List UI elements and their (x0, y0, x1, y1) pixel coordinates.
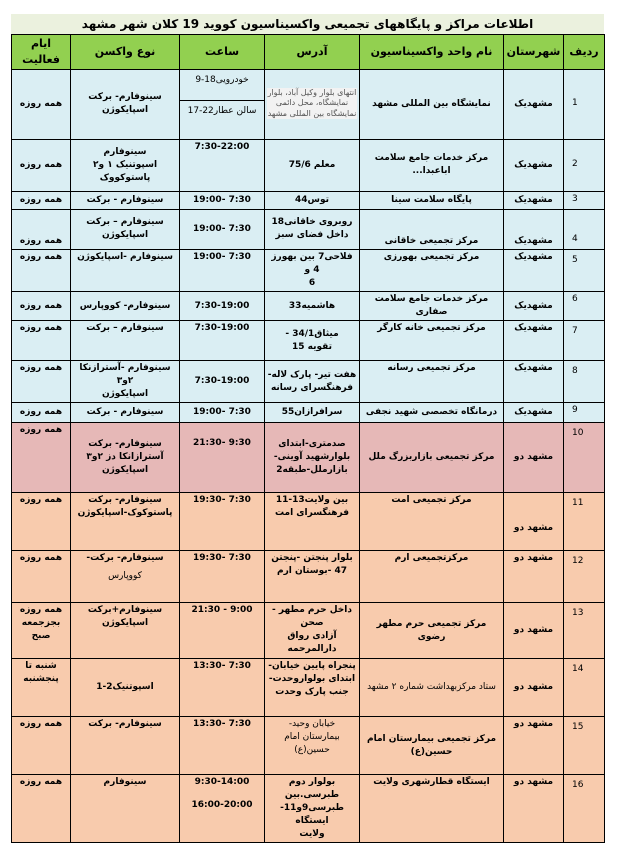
days-line: بجزجمعه (21, 618, 61, 629)
address-line: خیابان وحید- (288, 719, 336, 730)
hours-cell: 7:30-19:00 (180, 292, 265, 321)
row-number: 2 (564, 139, 605, 191)
days-cell: همه روزه (12, 249, 71, 291)
vaccine-cell (71, 603, 180, 659)
table-row (12, 403, 605, 423)
address-line: جنب پارک وحدت (275, 687, 349, 698)
address-line: حسین(ع) (294, 745, 330, 756)
vaccine-cell: سینوفارم - برکت (71, 403, 180, 423)
days-cell: همه روزه (12, 321, 71, 361)
vaccine-line: سینوفارم- برکت (88, 92, 162, 103)
center-line: مرکز تجمیعی بیمارستان امام (366, 733, 497, 744)
address-cell (265, 423, 360, 493)
address-line: فرهنگسرای امت (274, 508, 350, 519)
address-cell (265, 603, 360, 659)
address-line: روبروی خاقانی18 (271, 217, 353, 228)
table-row (12, 321, 605, 361)
address-cell (265, 321, 360, 361)
vaccine-line: سینوفارم+برکت (87, 605, 163, 616)
center-name-cell: ایستگاه قطارشهری ولایت (360, 775, 504, 843)
row-number: 4 (564, 209, 605, 249)
row-number: 13 (564, 603, 605, 659)
table-row (12, 209, 605, 249)
table-row (12, 423, 605, 493)
table-row (12, 139, 605, 191)
days-cell: همه روزه (12, 209, 71, 249)
address-line: بلوار پنجتن -پنجتن (271, 553, 353, 564)
row-number: 6 (564, 292, 605, 321)
header-hours: ساعت (180, 35, 265, 70)
vaccine-line: اسپایکوژن (101, 389, 149, 400)
center-name-cell (360, 139, 504, 191)
vaccine-line: اسپایکوژن (101, 618, 149, 629)
vaccine-cell (71, 361, 180, 403)
vaccine-cell (71, 139, 180, 191)
row-number: 5 (564, 249, 605, 291)
days-line: صبح (31, 631, 51, 642)
county-cell: مشهد دو (504, 423, 564, 493)
vaccine-cell (71, 423, 180, 493)
address-cell (265, 209, 360, 249)
vaccine-line: آسترازانکا دز ۲و۳ (86, 452, 164, 463)
table-row (12, 717, 605, 775)
center-line: حسین(ع) (410, 746, 453, 757)
county-cell: مشهدیک (504, 403, 564, 423)
address-line: تقویه 15 (291, 341, 332, 352)
center-name-cell (360, 717, 504, 775)
days-cell: همه روزه (12, 69, 71, 139)
table-row (12, 659, 605, 717)
hours-hall: سالن عطار22-17 (180, 100, 264, 139)
address-line: بازارملل-طبقه2 (276, 465, 348, 476)
center-name-cell: مرکز خدمات جامع سلامت صفاری (360, 292, 504, 321)
hours-cell: 9:30 -21:30 (180, 423, 265, 493)
address-cell: معلم 75/6 (265, 139, 360, 191)
row-number: 1 (564, 69, 605, 139)
days-cell: همه روزه (12, 717, 71, 775)
days-cell: همه روزه (12, 139, 71, 191)
vaccination-centers-sheet (11, 14, 604, 843)
county-cell: مشهدیک (504, 292, 564, 321)
row-number: 14 (564, 659, 605, 717)
vaccine-cell (71, 69, 180, 139)
address-line: آزادی رواق دارالمرحمه (287, 631, 337, 655)
vaccine-cell: اسپوتنیک2-1 (71, 659, 180, 717)
vaccine-cell: سینوفارم- کووپارس (71, 292, 180, 321)
address-cell (265, 361, 360, 403)
address-line: فرهنگسرای رسانه (270, 382, 354, 393)
table-row (12, 191, 605, 209)
vaccine-line: اسپوتنیک ۱ و۲ (92, 159, 158, 170)
address-line: بیمارستان امام (284, 732, 340, 743)
address-line: بین ولایت13-11 (275, 495, 349, 506)
address-cell: هاشمیه33 (265, 292, 360, 321)
address-cell (265, 69, 360, 139)
address-cell (265, 659, 360, 717)
header-center-name: نام واحد واکسیناسیون (360, 35, 504, 70)
vaccine-line: پاستوکوک-اسپایکوژن (77, 508, 173, 519)
address-line: صحن (300, 618, 324, 629)
center-name-cell: نمایشگاه بین المللی مشهد (360, 69, 504, 139)
vaccine-cell: سینوفارم (71, 775, 180, 843)
header-row (12, 35, 605, 70)
center-name-cell: مرکز تجمیعی خانه کارگر (360, 321, 504, 361)
hours-cell: 7:30 -13:30 (180, 659, 265, 717)
days-cell: همه روزه (12, 551, 71, 603)
center-line: مرکز خدمات جامع سلامت (374, 153, 489, 164)
center-name-cell: پایگاه سلامت سینا (360, 191, 504, 209)
days-cell (12, 603, 71, 659)
hours-cell: 7:30-19:00 (180, 361, 265, 403)
row-number: 12 (564, 551, 605, 603)
vaccination-centers-table (11, 34, 605, 843)
header-row-no: ردیف (564, 35, 605, 70)
center-name-cell: مرکز تجمیعی رسانه (360, 361, 504, 403)
hours-cell: 7:30 -19:30 (180, 551, 265, 603)
center-name-cell: مرکز تجمیعی بهورزی (360, 249, 504, 291)
header-address: آدرس (265, 35, 360, 70)
days-line: همه روزه (19, 605, 63, 616)
row-number: 8 (564, 361, 605, 403)
center-name-cell: مرکز تجمیعی بازاربزرگ ملل (360, 423, 504, 493)
header-days: ایام فعالیت (12, 35, 71, 70)
hours-line: 16:00-20:00 (191, 800, 253, 811)
county-cell: مشهدیک (504, 69, 564, 139)
days-cell: همه روزه (12, 493, 71, 551)
vaccine-cell: سینوفارم - برکت (71, 191, 180, 209)
address-line: صدمتری-ابتدای (278, 439, 346, 450)
county-cell: مشهد دو (504, 603, 564, 659)
hours-cell: 7:30 -19:00 (180, 209, 265, 249)
days-cell: همه روزه (12, 361, 71, 403)
address-line: میثاق34/1 - (285, 328, 339, 339)
table-row (12, 361, 605, 403)
row-number: 11 (564, 493, 605, 551)
center-name-cell: مرکز تجمیعی امت (360, 493, 504, 551)
county-cell: مشهدیک (504, 209, 564, 249)
vaccine-line: سینوفارم – برکت (86, 217, 164, 228)
hours-cell: 7:30 -19:00 (180, 249, 265, 291)
county-cell: مشهد دو (504, 775, 564, 843)
address-line: پنجراه پایین خیابان- (268, 661, 356, 672)
vaccine-cell (71, 551, 180, 603)
vaccine-line: اسپایکوژن (101, 230, 149, 241)
hours-cell: 7:30-22:00 (180, 139, 265, 191)
row-number: 16 (564, 775, 605, 843)
vaccine-cell: سینوفارم- برکت (71, 717, 180, 775)
vaccine-cell (71, 493, 180, 551)
vaccine-line: سینوفارم- برکت (88, 495, 162, 506)
vaccine-line: سینوفارم -آسترازنکا ۲و۳ (79, 363, 171, 387)
address-line: 6 (308, 277, 316, 288)
table-row (12, 493, 605, 551)
center-name-cell: مرکز تجمیعی حرم مطهر رضوی (360, 603, 504, 659)
address-line: فلاحی7 بین بهورز 4 و (271, 251, 353, 275)
vaccine-line: پاستوکووک (99, 172, 151, 183)
county-cell: مشهدیک (504, 139, 564, 191)
days-cell (12, 659, 71, 717)
hours-cell: 9:00 - 21:30 (180, 603, 265, 659)
vaccine-line: کووپارس (108, 571, 142, 582)
header-county: شهرستان (504, 35, 564, 70)
table-row (12, 603, 605, 659)
address-cell: توس44 (265, 191, 360, 209)
days-line: شنبه تا (25, 661, 57, 672)
row-number: 10 (564, 423, 605, 493)
hours-cell: 7:30 -19:30 (180, 493, 265, 551)
row-number: 7 (564, 321, 605, 361)
vaccine-cell: سینوفارم – برکت (71, 321, 180, 361)
address-line: 47 -بوستان ارم (276, 566, 347, 577)
vaccine-line: اسپایکوژن (101, 105, 149, 116)
address-line: ابتدای بولواروحدت- (268, 674, 356, 685)
county-cell: مشهدیک (504, 249, 564, 291)
center-name-cell: مرکزتجمیعی ارم (360, 551, 504, 603)
table-row (12, 551, 605, 603)
address-line: داخل حرم مطهر - (272, 605, 352, 616)
days-cell: همه روزه (12, 292, 71, 321)
address-text: انتهای بلوار وکیل آباد، بلوار نمایشگاه، محل دائمی نمایشگاه بین المللی مشهد (267, 87, 357, 118)
row-number: 9 (564, 403, 605, 423)
county-cell: مشهد دو (504, 717, 564, 775)
days-cell: همه روزه (12, 775, 71, 843)
days-cell: همه روزه (12, 403, 71, 423)
address-cell (265, 249, 360, 291)
county-cell: مشهد دو (504, 493, 564, 551)
hours-cell (180, 69, 265, 139)
hours-cell: 7:30 -19:00 (180, 191, 265, 209)
address-cell (265, 551, 360, 603)
center-name-cell: مرکز تجمیعی خاقانی (360, 209, 504, 249)
days-cell: همه روزه (12, 191, 71, 209)
vaccine-line: سینوفارم- برکت- (86, 553, 164, 564)
county-cell: مشهد دو (504, 659, 564, 717)
county-cell: مشهدیک (504, 321, 564, 361)
hours-line: 9:30-14:00 (194, 777, 250, 788)
hours-cell: 7:30 -19:00 (180, 403, 265, 423)
county-cell: مشهدیک (504, 361, 564, 403)
address-line: بلوارشهید آوینی- (273, 452, 351, 463)
center-name-cell: درمانگاه تخصصی شهید نجفی (360, 403, 504, 423)
address-line: ولایت (299, 829, 325, 840)
address-cell (265, 493, 360, 551)
center-line: اباعبدا... (412, 166, 451, 177)
vaccine-cell (71, 209, 180, 249)
address-line: هفت تیر- پارک لاله- (267, 369, 357, 380)
vaccine-line: سینوفارم- برکت (88, 439, 162, 450)
hours-cell: 7:30 -13:30 (180, 717, 265, 775)
address-line: بولوار دوم طبرسی.بین (284, 777, 340, 801)
days-cell: همه روزه (12, 423, 71, 493)
address-line: داخل فضای سبز (275, 230, 349, 241)
row-number: 15 (564, 717, 605, 775)
address-line: طبرسی9و11- ایستگاه (280, 803, 344, 827)
table-row (12, 292, 605, 321)
hours-car: خودرویی18-9 (195, 74, 249, 85)
county-cell: مشهدیک (504, 191, 564, 209)
address-cell: سرافرازان55 (265, 403, 360, 423)
county-cell: مشهد دو (504, 551, 564, 603)
header-vaccine: نوع واکسن (71, 35, 180, 70)
vaccine-line: اسپایکوژن (101, 465, 149, 476)
days-line: پنجشنبه (23, 674, 59, 685)
vaccine-line: سینوفارم (103, 146, 147, 157)
address-cell (265, 717, 360, 775)
center-name-cell: ستاد مرکزبهداشت شماره ۲ مشهد (360, 659, 504, 717)
vaccine-cell: سینوفارم -اسپایکوژن (71, 249, 180, 291)
sheet-title: اطلاعات مراکز و پایگاههای تجمیعی واکسیناسیون کووید 19 کلان شهر مشهد (11, 14, 604, 34)
hours-cell: 7:30-19:00 (180, 321, 265, 361)
table-row (12, 249, 605, 291)
row-number: 3 (564, 191, 605, 209)
table-row (12, 69, 605, 139)
